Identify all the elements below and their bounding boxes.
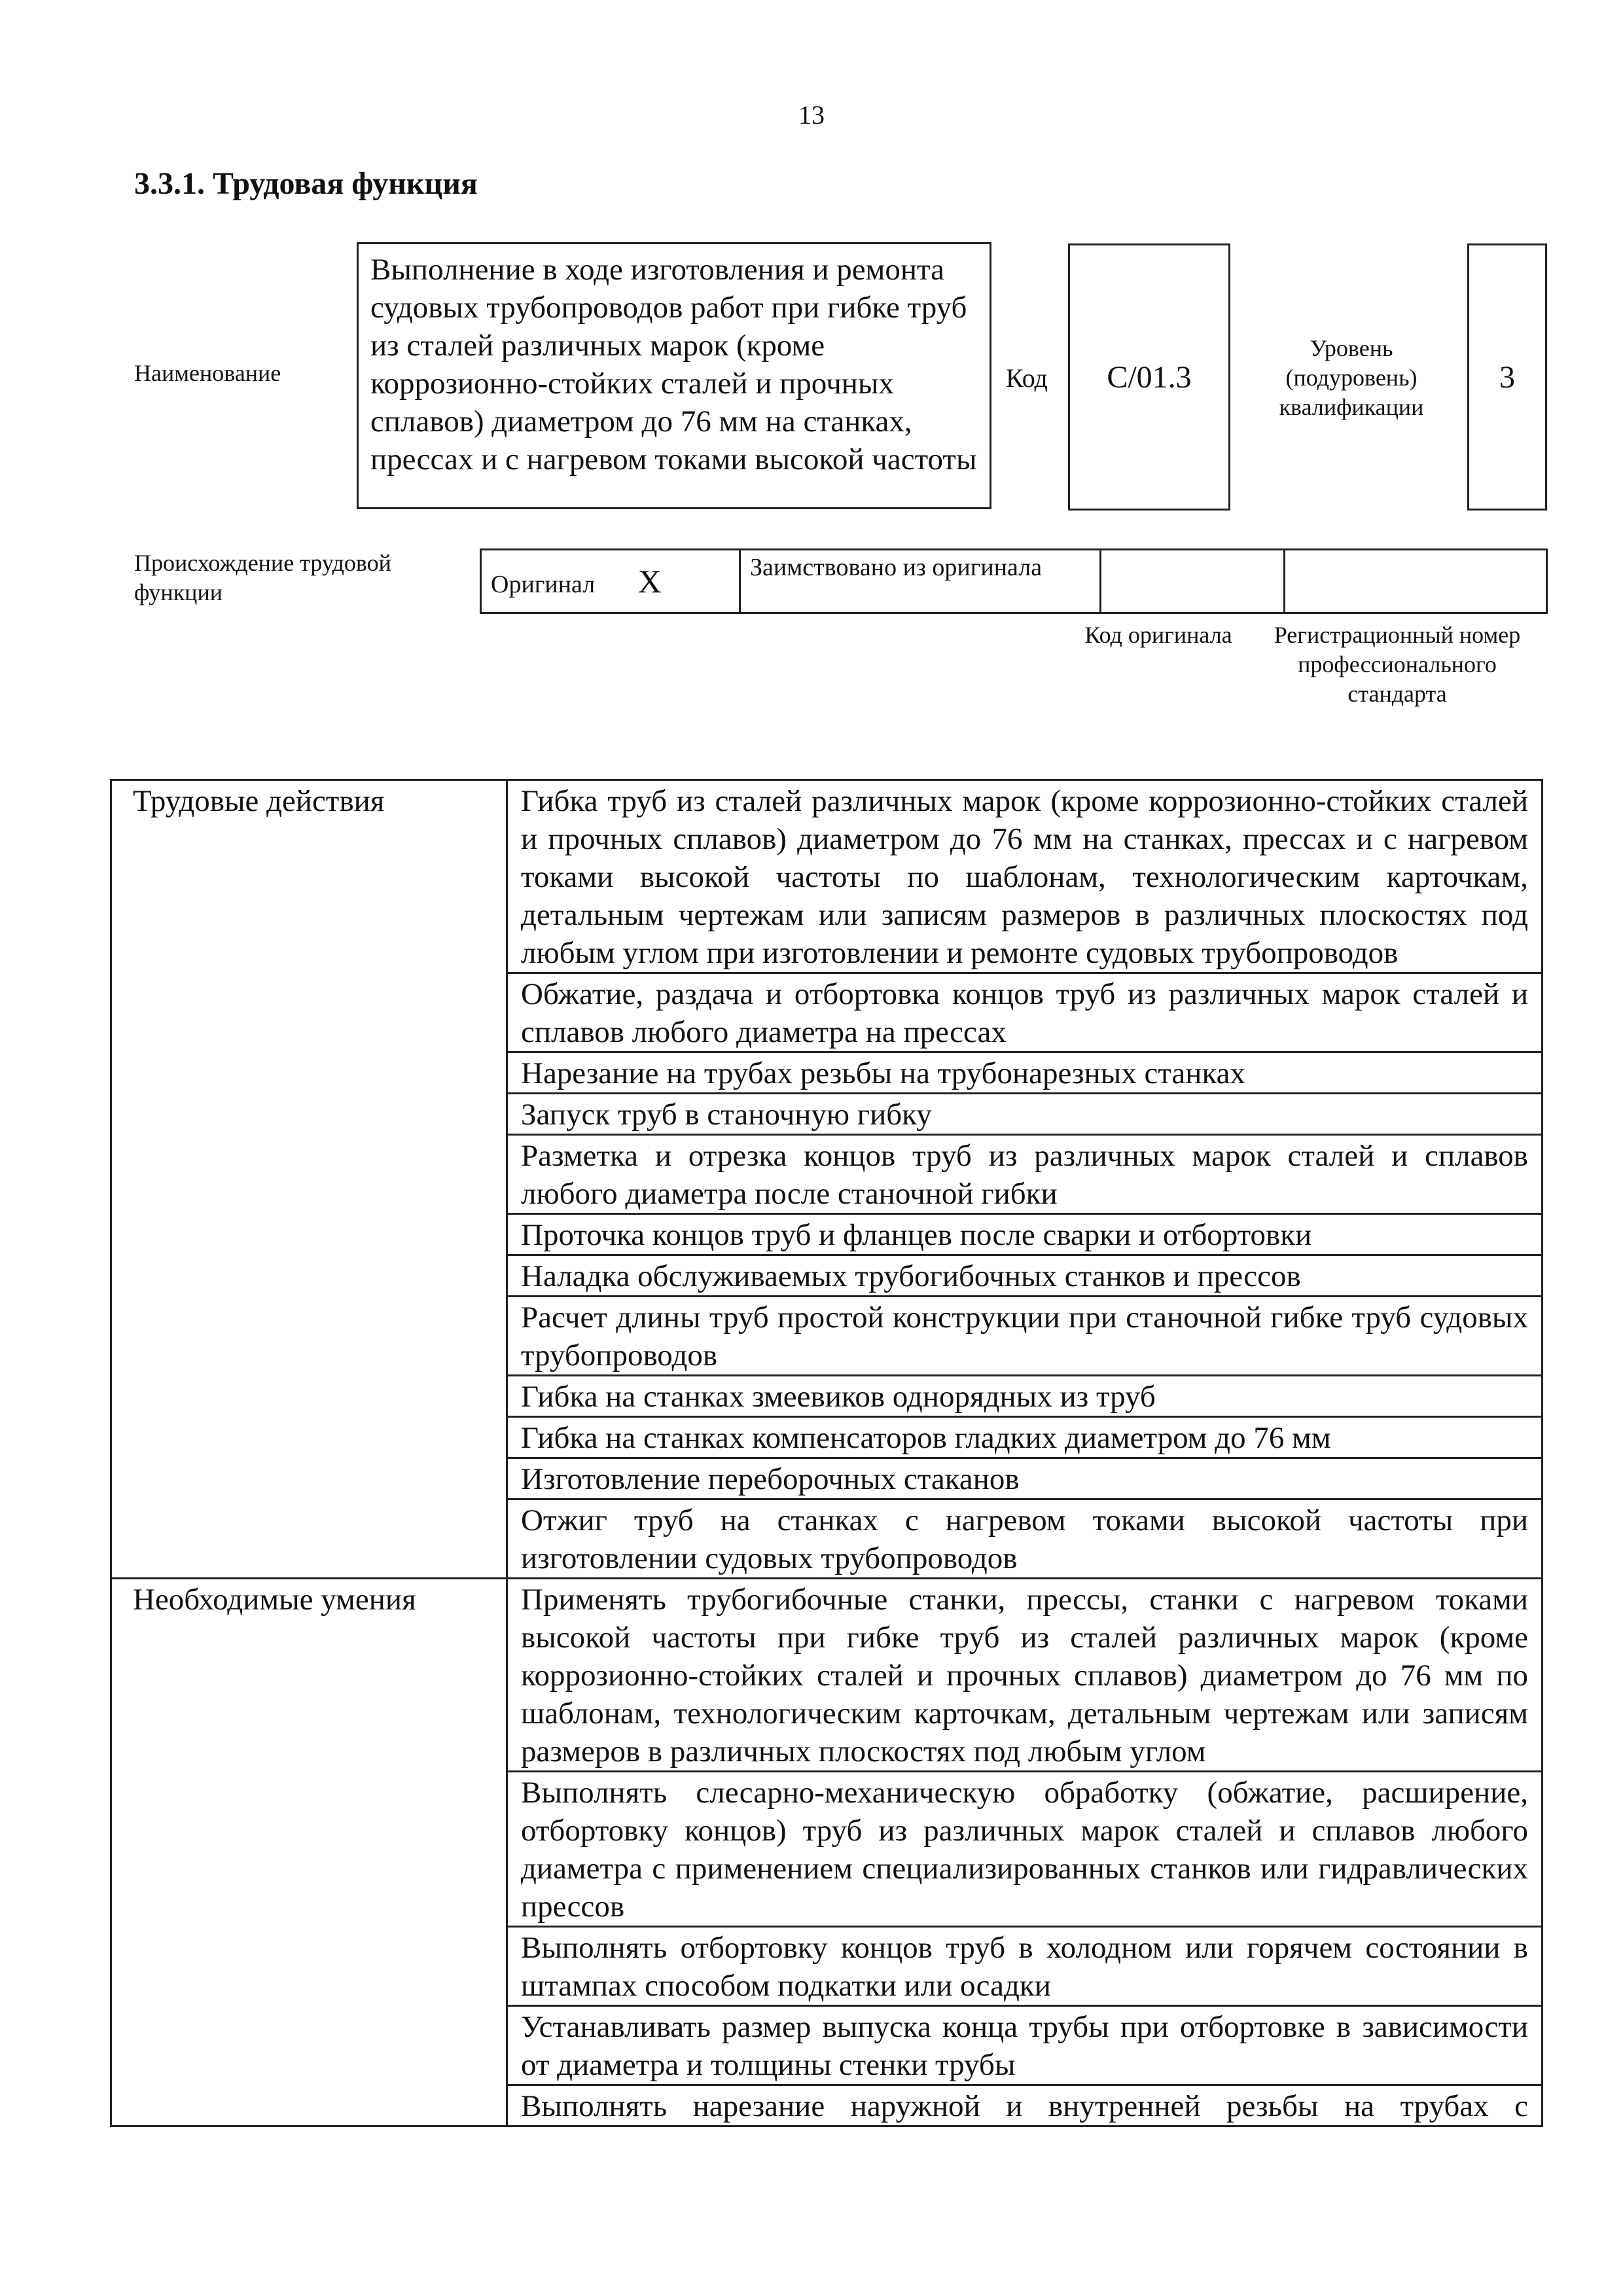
labor-action-item: Гибка на станках змеевиков однорядных из труб (507, 1376, 1543, 1417)
level-label: Уровень (подуровень) квалификации (1279, 335, 1424, 420)
labor-action-item: Нарезание на трубах резьбы на трубонарезных станках (507, 1052, 1543, 1094)
original-mark: X (637, 563, 662, 600)
origin-table (480, 548, 1548, 614)
level-value-box: 3 (1467, 243, 1547, 511)
code-value-box: C/01.3 (1068, 243, 1230, 511)
labor-action-item: Отжиг труб на станках с нагревом токами высокой частоты при изготовлении судовых трубопроводов (507, 1499, 1543, 1579)
page-number: 13 (798, 100, 825, 130)
code-label: Код (1006, 363, 1048, 393)
labor-function-table (110, 779, 1543, 2127)
labor-action-item: Разметка и отрезка концов труб из различных марок сталей и сплавов любого диаметра после станочной гибки (507, 1135, 1543, 1214)
original-label: Оригинал (491, 571, 596, 598)
reg-number-cell (1285, 550, 1547, 613)
skill-item: Выполнять отбортовку концов труб в холодном или горячем состоянии в штампах способом подкатки или осадки (507, 1927, 1543, 2006)
skill-item: Выполнять нарезание наружной и внутренней резьбы на трубах с (507, 2085, 1543, 2126)
table-row (111, 1579, 1543, 1772)
labor-actions-label: Трудовые действия (111, 780, 507, 1579)
labor-action-item: Наладка обслуживаемых трубогибочных станков и прессов (507, 1255, 1543, 1297)
borrowed-cell: Заимствовано из оригинала (740, 550, 1101, 613)
name-label: Наименование (134, 360, 281, 386)
skill-item: Устанавливать размер выпуска конца трубы при отбортовке в зависимости от диаметра и толщины стенки трубы (507, 2006, 1543, 2085)
code-caption: Код оригинала (1084, 622, 1232, 648)
original-cell (481, 550, 740, 613)
labor-action-item: Изготовление переборочных стаканов (507, 1458, 1543, 1499)
skill-item: Применять трубогибочные станки, прессы, станки с нагревом токами высокой частоты при гибке труб из сталей различных марок (кроме коррозионно-стойких сталей и прочных сплавов) диаметром до 76 мм по шаблонам, технологическим карточкам, детальным чертежам или записям размеров в различных плоскостях под любым углом (507, 1579, 1543, 1772)
reg-caption: Регистрационный номер профессионального стандарта (1274, 622, 1521, 707)
original-code-cell (1101, 550, 1285, 613)
labor-action-item: Проточка концов труб и фланцев после сварки и отбортовки (507, 1214, 1543, 1255)
origin-label: Происхождение трудовой функции (134, 550, 391, 605)
table-row (111, 780, 1543, 973)
skills-label: Необходимые умения (111, 1579, 507, 2126)
section-title: 3.3.1. Трудовая функция (134, 166, 478, 201)
labor-action-item: Расчет длины труб простой конструкции при станочной гибке труб судовых трубопроводов (507, 1297, 1543, 1376)
labor-action-item: Запуск труб в станочную гибку (507, 1094, 1543, 1135)
labor-action-item: Гибка на станках компенсаторов гладких диаметром до 76 мм (507, 1417, 1543, 1458)
function-name-box: Выполнение в ходе изготовления и ремонта судовых трубопроводов работ при гибке труб из сталей различных марок (кроме коррозионно-стойких сталей и прочных сплавов) диаметром до 76 мм на станках, прессах и с нагревом токами высокой частоты (357, 242, 991, 509)
labor-action-item: Гибка труб из сталей различных марок (кроме коррозионно-стойких сталей и прочных сплавов) диаметром до 76 мм на станках, прессах и с нагревом токами высокой частоты по шаблонам, технологическим карточкам, детальным чертежам или записям размеров в различных плоскостях под любым углом при изготовлении и ремонте судовых трубопроводов (507, 780, 1543, 973)
labor-action-item: Обжатие, раздача и отбортовка концов труб из различных марок сталей и сплавов любого диаметра на прессах (507, 973, 1543, 1052)
skill-item: Выполнять слесарно-механическую обработку (обжатие, расширение, отбортовку концов) труб из различных марок сталей и сплавов любого диаметра с применением специализированных станков или гидравлических прессов (507, 1772, 1543, 1927)
